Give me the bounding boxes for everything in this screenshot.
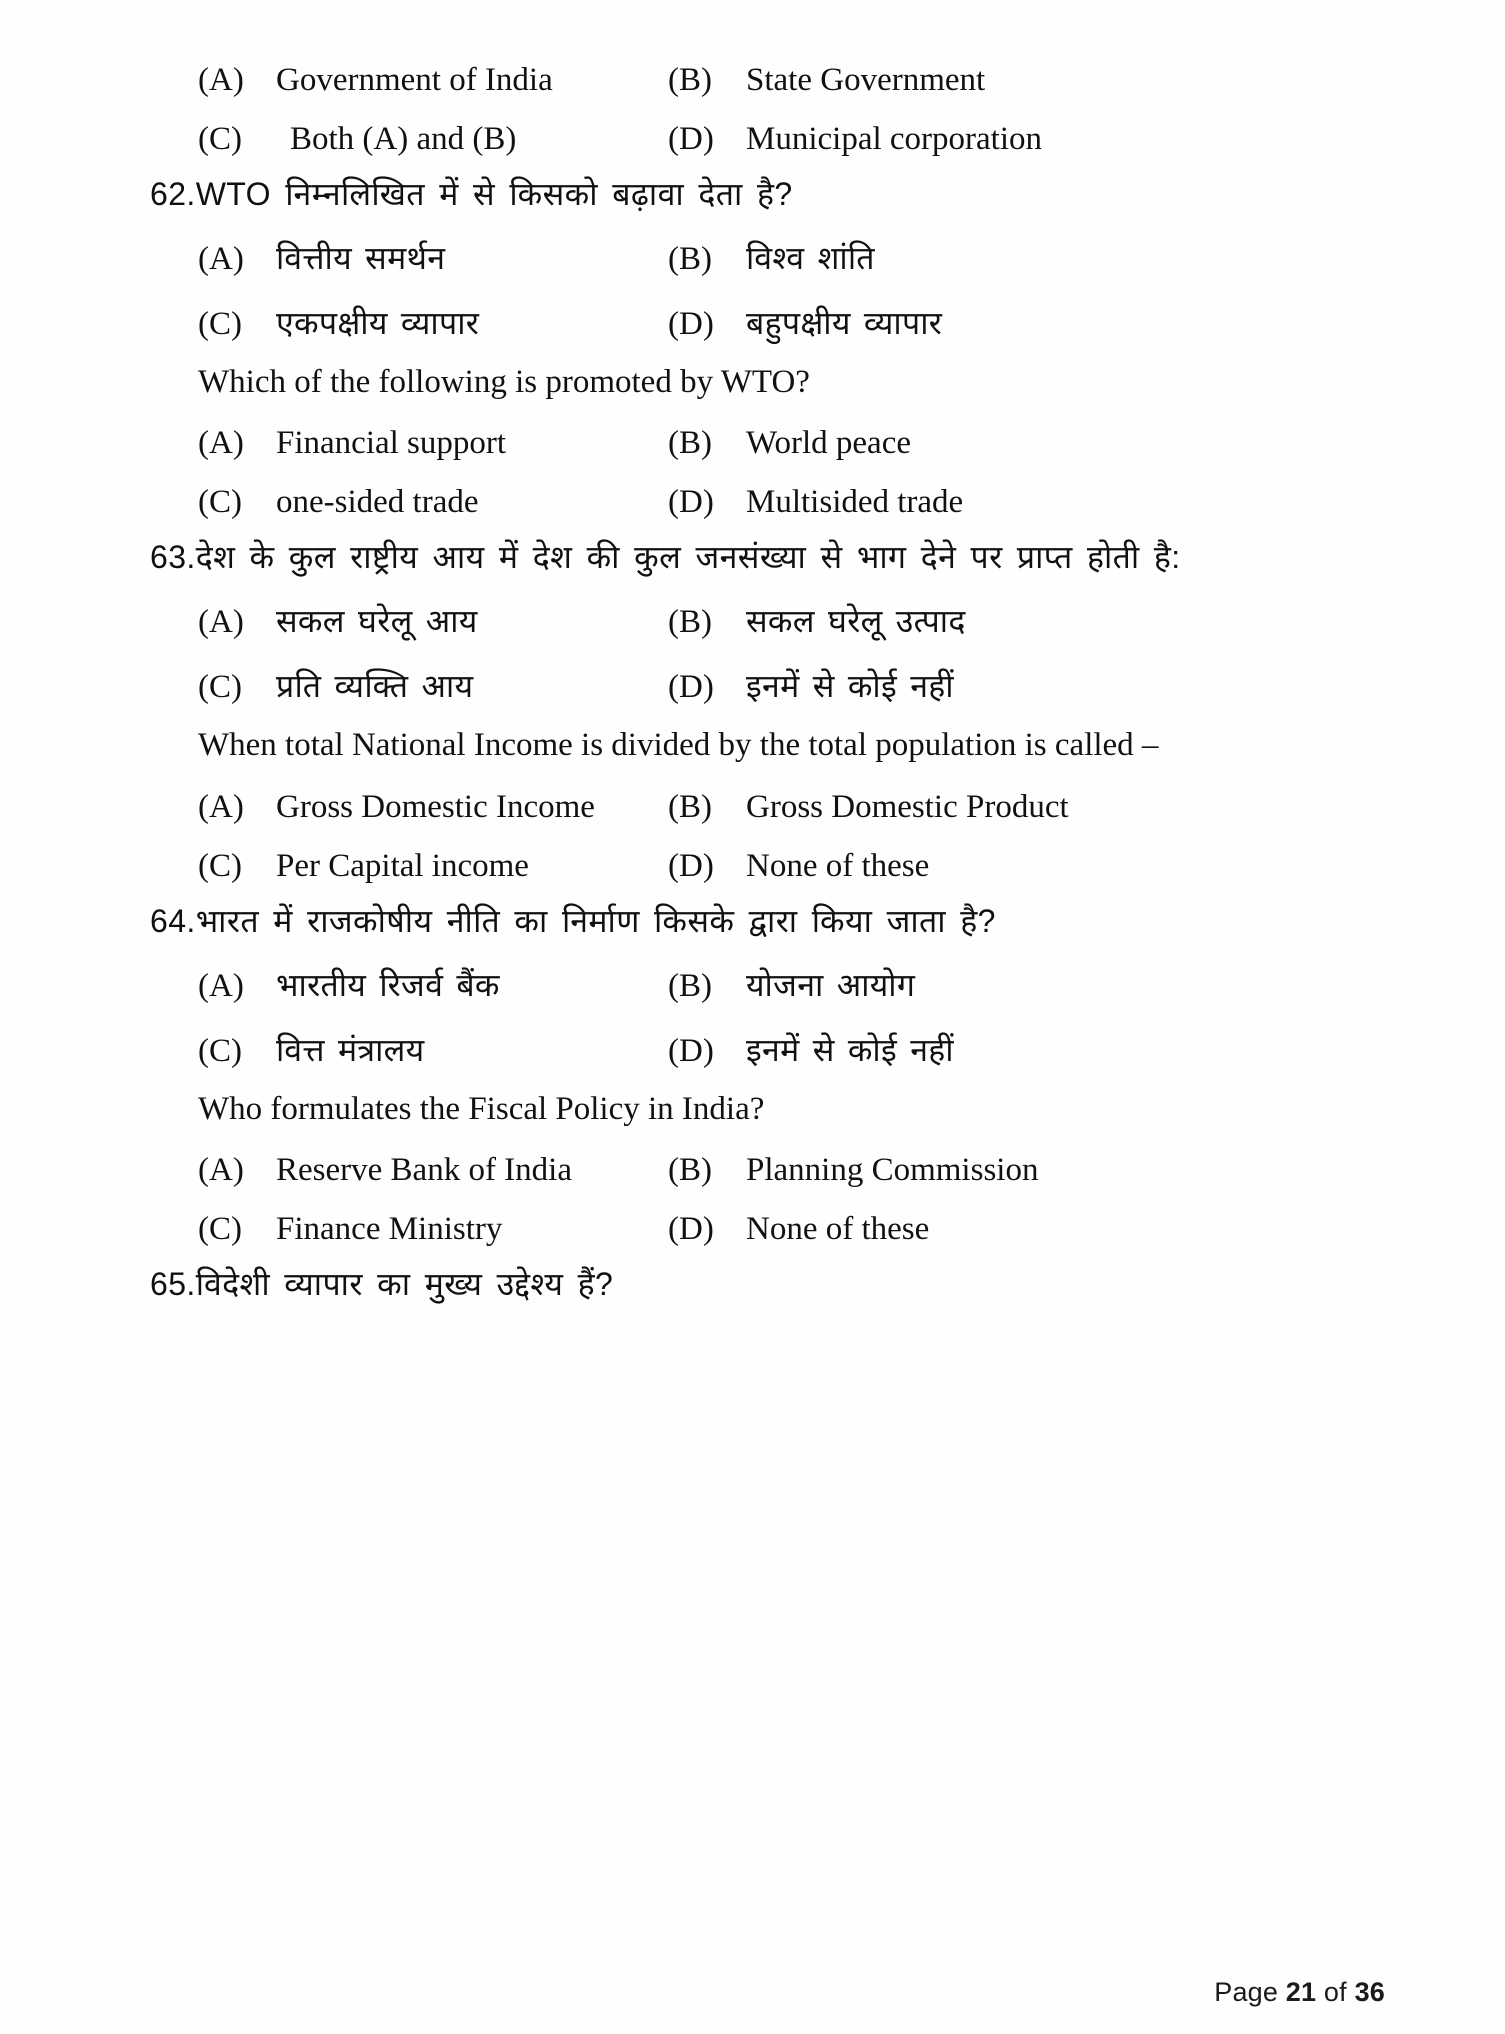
option-key: (B) [668, 604, 712, 641]
option-a-english[interactable] [198, 1152, 668, 1189]
question-62-stem-english: Which of the following is promoted by WTO? [198, 364, 810, 400]
question-62 [150, 174, 1385, 521]
question-63-stem-hindi [150, 537, 1385, 577]
option-label: one-sided trade [276, 484, 479, 521]
option-b-english[interactable] [668, 1152, 1385, 1189]
option-label: Financial support [276, 425, 507, 462]
option-label: Gross Domestic Product [746, 788, 1069, 825]
option-key: (B) [668, 62, 712, 98]
option-d-hindi[interactable] [668, 1028, 1385, 1071]
option-d[interactable] [668, 121, 1385, 158]
option-key: (A) [198, 604, 244, 641]
option-label: Reserve Bank of India [276, 1151, 572, 1188]
footer-current-page: 21 [1285, 1977, 1317, 2007]
option-b-hindi[interactable] [668, 963, 1385, 1006]
option-a-hindi[interactable] [198, 599, 668, 642]
option-row [150, 62, 1385, 99]
option-c-english[interactable] [198, 1211, 668, 1248]
option-label: प्रति व्यक्ति आय [276, 668, 474, 705]
question-64-stem-english: Who formulates the Fiscal Policy in India? [198, 1090, 765, 1127]
question-number: 64. [150, 902, 196, 939]
option-c-hindi[interactable] [198, 664, 668, 707]
question-number: 65. [150, 1265, 196, 1302]
question-63 [150, 537, 1385, 884]
option-key: (C) [198, 847, 242, 884]
option-c-hindi[interactable] [198, 1028, 668, 1071]
option-label: Both (A) and (B) [290, 121, 517, 157]
option-label: एकपक्षीय व्यापार [276, 305, 480, 341]
option-label: वित्त मंत्रालय [276, 1031, 425, 1068]
option-row [150, 1152, 1385, 1189]
option-d-english[interactable] [668, 484, 1385, 521]
option-b[interactable] [668, 62, 1385, 99]
option-label: Per Capital income [276, 847, 529, 884]
option-a-hindi[interactable] [198, 236, 668, 279]
option-b-hindi[interactable] [668, 236, 1385, 279]
question-65 [150, 1264, 1385, 1304]
option-key: (D) [668, 484, 714, 521]
option-key: (B) [668, 1151, 712, 1188]
page-footer [1214, 1977, 1385, 2008]
footer-prefix: Page [1214, 1977, 1286, 2007]
option-key: (D) [668, 669, 714, 706]
option-label: योजना आयोग [746, 966, 916, 1003]
question-63-stem-english: When total National Income is divided by the total population is called – [198, 727, 1159, 764]
option-row [150, 1028, 1385, 1071]
option-a-hindi[interactable] [198, 963, 668, 1006]
option-label: बहुपक्षीय व्यापार [746, 305, 943, 341]
question-64-stem-hindi [150, 901, 1385, 941]
option-c-hindi[interactable] [198, 301, 668, 344]
question-text: विदेशी व्यापार का मुख्य उद्देश्य हैं? [195, 1265, 614, 1302]
question-64 [150, 901, 1385, 1248]
option-d-english[interactable] [668, 848, 1385, 885]
option-key: (A) [198, 62, 244, 98]
option-key: (D) [668, 1210, 714, 1247]
option-a[interactable] [198, 62, 668, 99]
option-row [150, 236, 1385, 279]
option-b-english[interactable] [668, 789, 1385, 826]
option-key: (B) [668, 241, 712, 277]
option-a-english[interactable] [198, 425, 668, 462]
option-row [150, 789, 1385, 826]
question-text: देश के कुल राष्ट्रीय आय में देश की कुल जनसंख्या से भाग देने पर प्राप्त होती है: [195, 539, 1181, 576]
option-label: सकल घरेलू उत्पाद [746, 603, 966, 640]
option-key: (B) [668, 967, 712, 1004]
option-label: इनमें से कोई नहीं [746, 668, 954, 705]
option-key: (D) [668, 306, 714, 342]
option-d-hindi[interactable] [668, 301, 1385, 344]
option-label: विश्व शांति [746, 240, 875, 276]
option-label: State Government [746, 62, 986, 98]
option-row [150, 664, 1385, 707]
option-key: (C) [198, 1210, 242, 1247]
option-key: (C) [198, 669, 242, 706]
option-key: (B) [668, 788, 712, 825]
question-number: 62. [150, 176, 196, 212]
option-key: (A) [198, 788, 244, 825]
option-label: Gross Domestic Income [276, 788, 595, 825]
option-key: (B) [668, 425, 712, 462]
option-row [150, 599, 1385, 642]
question-65-stem-hindi [150, 1264, 1385, 1304]
question-text: भारत में राजकोषीय नीति का निर्माण किसके द्वारा किया जाता है? [195, 902, 996, 939]
option-label: Multisided trade [746, 484, 964, 521]
option-key: (C) [198, 121, 242, 157]
option-key: (A) [198, 1151, 244, 1188]
question-62-stem-hindi [150, 174, 1385, 214]
question-text: WTO निम्नलिखित में से किसको बढ़ावा देता है? [195, 176, 793, 212]
option-label: None of these [746, 847, 930, 884]
option-key: (D) [668, 1032, 714, 1069]
option-row [150, 425, 1385, 462]
option-row [150, 963, 1385, 1006]
option-label: Finance Ministry [276, 1210, 503, 1247]
option-label: Municipal corporation [746, 121, 1043, 157]
option-row [150, 301, 1385, 344]
question-number: 63. [150, 539, 196, 576]
option-d-hindi[interactable] [668, 664, 1385, 707]
option-row [150, 484, 1385, 521]
option-key: (C) [198, 306, 242, 342]
option-key: (A) [198, 241, 244, 277]
option-label: भारतीय रिजर्व बैंक [276, 966, 500, 1003]
option-a-english[interactable] [198, 789, 668, 826]
option-row [150, 121, 1385, 158]
option-label: Government of India [276, 62, 553, 98]
option-row [150, 1211, 1385, 1248]
option-c[interactable] [198, 121, 668, 158]
option-key: (A) [198, 967, 244, 1004]
option-key: (A) [198, 425, 244, 462]
option-b-english[interactable] [668, 425, 1385, 462]
footer-middle: of [1316, 1977, 1355, 2007]
option-label: Planning Commission [746, 1151, 1039, 1188]
option-key: (D) [668, 121, 714, 157]
partial-question-top [150, 62, 1385, 158]
option-label: World peace [746, 425, 911, 462]
option-d-english[interactable] [668, 1211, 1385, 1248]
option-c-english[interactable] [198, 484, 668, 521]
option-label: वित्तीय समर्थन [276, 240, 446, 276]
option-label: इनमें से कोई नहीं [746, 1031, 954, 1068]
option-label: सकल घरेलू आय [276, 603, 478, 640]
option-row [150, 848, 1385, 885]
footer-total-pages: 36 [1354, 1977, 1385, 2007]
option-label: None of these [746, 1210, 930, 1247]
option-b-hindi[interactable] [668, 599, 1385, 642]
page-content [150, 40, 1385, 1314]
option-c-english[interactable] [198, 848, 668, 885]
option-key: (C) [198, 1032, 242, 1069]
option-key: (C) [198, 484, 242, 521]
option-key: (D) [668, 847, 714, 884]
